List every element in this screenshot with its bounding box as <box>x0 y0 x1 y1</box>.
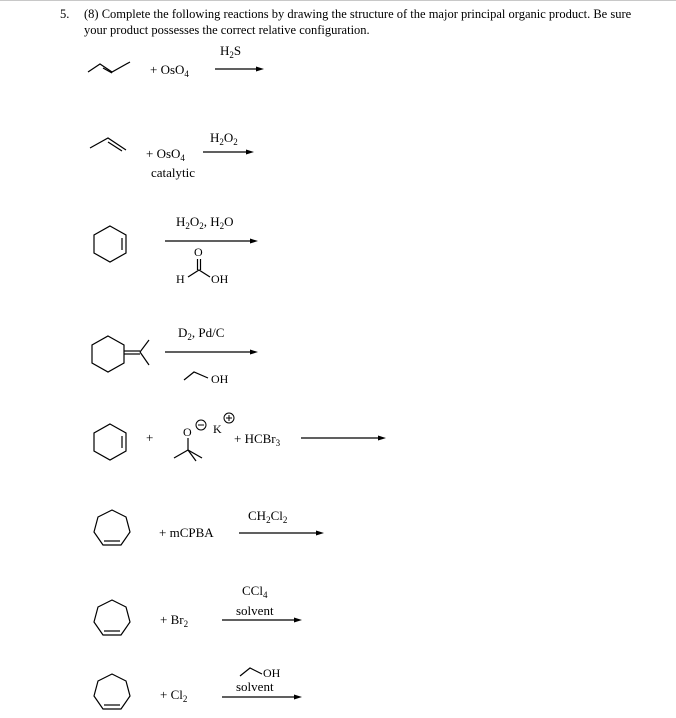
plus-sign: + <box>146 430 154 445</box>
reagent-mcpba: + mCPBA <box>159 525 214 540</box>
arrowhead-6 <box>316 531 324 536</box>
methyl-bond <box>140 340 149 352</box>
condition-solvent: solvent <box>236 679 274 694</box>
methyl-bond <box>140 352 149 365</box>
condition-h2s: $H_2S$ <box>220 43 242 60</box>
formic-acid-structure <box>188 270 210 277</box>
question-line-1: (8) Complete the following reactions by drawing the structure of the major principal organic product. Be sure <box>84 7 632 21</box>
reagent-bromoform: + HCBr$_3$ <box>234 431 281 448</box>
cyclohexene-structure <box>94 226 126 262</box>
ethanol-oh: OH <box>211 372 229 386</box>
tbuo-bond <box>188 450 202 458</box>
condition-solvent: solvent <box>236 603 274 618</box>
arrowhead-7 <box>294 618 302 623</box>
cyclohexene-structure <box>94 424 126 460</box>
cycloheptene-structure <box>94 600 130 635</box>
formic-acid-carbonyl-o: O <box>194 245 203 259</box>
ethanol-oh: OH <box>263 666 281 680</box>
question-line-2: your product possesses the correct relative configuration. <box>84 23 370 37</box>
ethanol-structure <box>184 372 208 380</box>
trans-alkene-structure <box>88 62 130 72</box>
condition-deuterium-pdc: $D_2$, Pd/C <box>178 325 225 342</box>
reagent-chlorine: + $Cl_2$ <box>160 687 188 704</box>
condition-carbon-tetrachloride: CCl$_4$ <box>242 583 268 600</box>
reagent-osmium-tetroxide: + OsO$_4$ <box>146 146 185 163</box>
arrowhead-5 <box>378 436 386 441</box>
arrowhead-8 <box>294 695 302 700</box>
arrowhead-4 <box>250 350 258 355</box>
tbuo-oxygen: O <box>183 425 192 439</box>
reagent-bromine: + $Br_2$ <box>160 612 189 629</box>
formic-acid-h: H <box>176 272 185 286</box>
reagent-osmium-tetroxide: + OsO$_4$ <box>150 62 189 79</box>
cis-alkene-structure <box>90 138 126 150</box>
reagent-note-catalytic: catalytic <box>151 165 196 180</box>
arrowhead-3 <box>250 239 258 244</box>
arrowhead-1 <box>256 67 264 72</box>
tbuo-bond <box>174 450 188 458</box>
potassium-cation: K <box>213 422 222 436</box>
cycloheptene-structure <box>94 510 130 545</box>
ethanol-structure <box>240 668 262 676</box>
condition-dichloromethane: $CH_2Cl_2$ <box>248 508 288 525</box>
formic-acid-oh: OH <box>211 272 229 286</box>
question-number: 5. <box>60 7 70 21</box>
condition-peroxide-water: $H_2O_2$, $H_2O$ <box>176 214 234 231</box>
cycloheptene-structure <box>94 674 130 709</box>
arrowhead-2 <box>246 150 254 155</box>
alkylidene-cyclohexane-structure <box>92 336 124 372</box>
condition-hydrogen-peroxide: $H_2O_2$ <box>210 130 238 147</box>
